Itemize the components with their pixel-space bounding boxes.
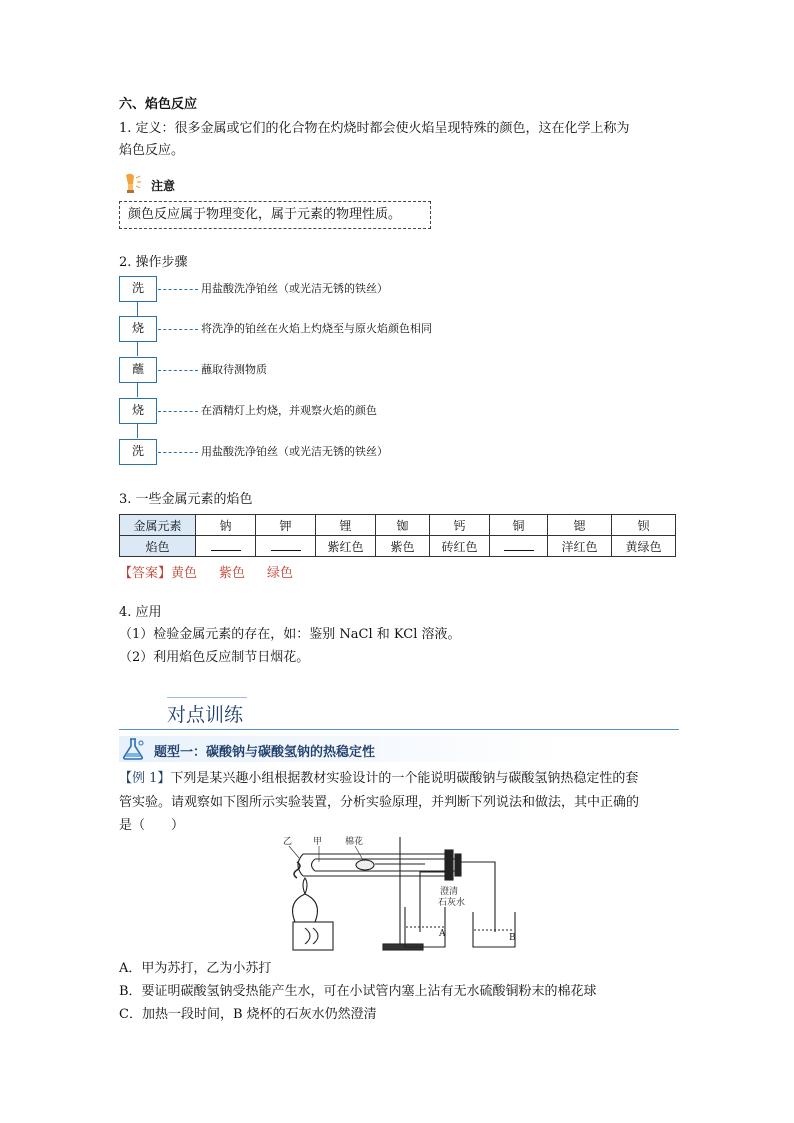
step-desc-4: 在酒精灯上灼烧，并观察火焰的颜色 — [201, 404, 377, 417]
delivery-tube-b — [461, 862, 495, 932]
step-connector-4 — [158, 411, 198, 412]
step-desc-3: 蘸取待测物质 — [201, 363, 267, 376]
steps-heading: 2. 操作步骤 — [119, 255, 188, 270]
label-cotton: 棉花 — [345, 837, 364, 847]
application-heading: 4. 应用 — [119, 605, 162, 620]
option-a: A．甲为苏打，乙为小苏打 — [119, 961, 272, 976]
table-cell: 铜 — [490, 515, 548, 536]
step-desc-2: 将洗净的铂丝在火焰上灼烧至与原火焰颜色相同 — [201, 322, 432, 335]
example-tag: 【例 1】 — [119, 771, 171, 786]
table-cell-blank — [256, 536, 316, 557]
table-cell: 铷 — [376, 515, 430, 536]
answer-value-1: 黄色 — [171, 566, 198, 581]
application-item-1: （1）检验金属元素的存在，如：鉴别 NaCl 和 KCl 溶液。 — [119, 627, 461, 642]
note-box — [119, 201, 431, 229]
definition-line-1: 1. 定义：很多金属或它们的化合物在灼烧时都会使火焰呈现特殊的颜色，这在化学上称为 — [119, 121, 630, 136]
example-line-3: 是（ ） — [119, 818, 185, 833]
table-cell: 砖红色 — [430, 536, 490, 557]
lamp-box — [293, 922, 333, 950]
step-box-4: 烧 — [119, 398, 157, 424]
step-desc-1: 用盐酸洗净铂丝（或光洁无锈的铁丝） — [201, 282, 388, 295]
table-cell: 钡 — [612, 515, 676, 536]
definition-line-2: 焰色反应。 — [119, 143, 185, 158]
table-row-colors — [120, 536, 676, 557]
flame-color-table — [119, 514, 676, 557]
step-connector-3 — [158, 370, 198, 371]
flask-icon — [121, 737, 147, 761]
note-text: 颜色反应属于物理变化，属于元素的物理性质。 — [128, 207, 402, 222]
step-link-3 — [137, 383, 138, 397]
step-link-1 — [137, 302, 138, 316]
application-item-2: （2）利用焰色反应制节日烟花。 — [119, 650, 310, 665]
table-cell: 紫色 — [376, 536, 430, 557]
step-box-3: 蘸 — [119, 357, 157, 383]
label-a: A — [439, 929, 446, 939]
table-row-elements — [120, 515, 676, 536]
table-cell: 钠 — [196, 515, 256, 536]
table-cell: 黄绿色 — [612, 536, 676, 557]
step-box-2: 烧 — [119, 316, 157, 342]
step-desc-5: 用盐酸洗净铂丝（或光洁无锈的铁丝） — [201, 445, 388, 458]
label-b: B — [509, 933, 516, 943]
title-underline — [119, 729, 679, 730]
option-c: C．加热一段时间，B 烧杯的石灰水仍然澄清 — [119, 1007, 377, 1022]
apparatus-figure — [275, 832, 535, 954]
table-cell-blank — [490, 536, 548, 557]
step-box-1: 洗 — [119, 276, 157, 302]
title-accent-line — [167, 697, 247, 698]
table-cell-blank — [196, 536, 256, 557]
label-jia: 甲 — [313, 837, 323, 847]
table-cell: 洋红色 — [548, 536, 612, 557]
table-cell: 锂 — [316, 515, 376, 536]
stopper-inner — [455, 854, 461, 876]
label-limewater-1: 澄清 — [440, 887, 459, 897]
step-connector-2 — [158, 329, 198, 330]
answer-label: 【答案】 — [119, 566, 172, 581]
flame — [303, 878, 307, 894]
alcohol-lamp — [293, 894, 318, 922]
example-text-1: 下列是某兴趣小组根据教材实验设计的一个能说明碳酸钠与碳酸氢钠热稳定性的套 — [170, 771, 639, 786]
step-connector-5 — [158, 452, 198, 453]
example-line-2: 管实验。请观察如下图所示实验装置，分析实验原理，并判断下列说法和做法，其中正确的 — [119, 795, 640, 810]
answer-value-2: 紫色 — [219, 566, 246, 581]
label-yi: 乙 — [283, 837, 293, 847]
label-limewater-2: 石灰水 — [438, 898, 466, 908]
example-line-1 — [119, 770, 638, 788]
table-cell: 紫红色 — [316, 536, 376, 557]
table-cell: 锶 — [548, 515, 612, 536]
section-heading: 六、焰色反应 — [119, 97, 198, 112]
step-link-2 — [137, 342, 138, 356]
table-cell: 钾 — [256, 515, 316, 536]
answer-line — [119, 562, 293, 581]
table-cell: 钙 — [430, 515, 490, 536]
answer-value-3: 绿色 — [267, 566, 294, 581]
answer-blank — [211, 538, 241, 551]
note-label: 注意 — [151, 179, 176, 193]
table-cell: 焰色 — [120, 536, 196, 557]
inner-tube — [312, 859, 458, 871]
training-title: 对点训练 — [167, 704, 244, 726]
table-cell: 金属元素 — [120, 515, 196, 536]
step-connector-1 — [158, 289, 198, 290]
question-type-title: 题型一：碳酸钠与碳酸氢钠的热稳定性 — [154, 745, 376, 760]
step-box-5: 洗 — [119, 439, 157, 465]
answer-blank — [504, 538, 534, 551]
option-b: B．要证明碳酸氢钠受热能产生水，可在小试管内塞上沾有无水硫酸铜粉末的棉花球 — [119, 984, 597, 999]
bulb-note-icon — [118, 172, 144, 196]
step-link-4 — [137, 424, 138, 438]
stopper-outer — [445, 850, 453, 880]
table-heading: 3. 一些金属元素的焰色 — [119, 492, 253, 507]
cotton — [356, 860, 374, 870]
answer-blank — [271, 538, 301, 551]
